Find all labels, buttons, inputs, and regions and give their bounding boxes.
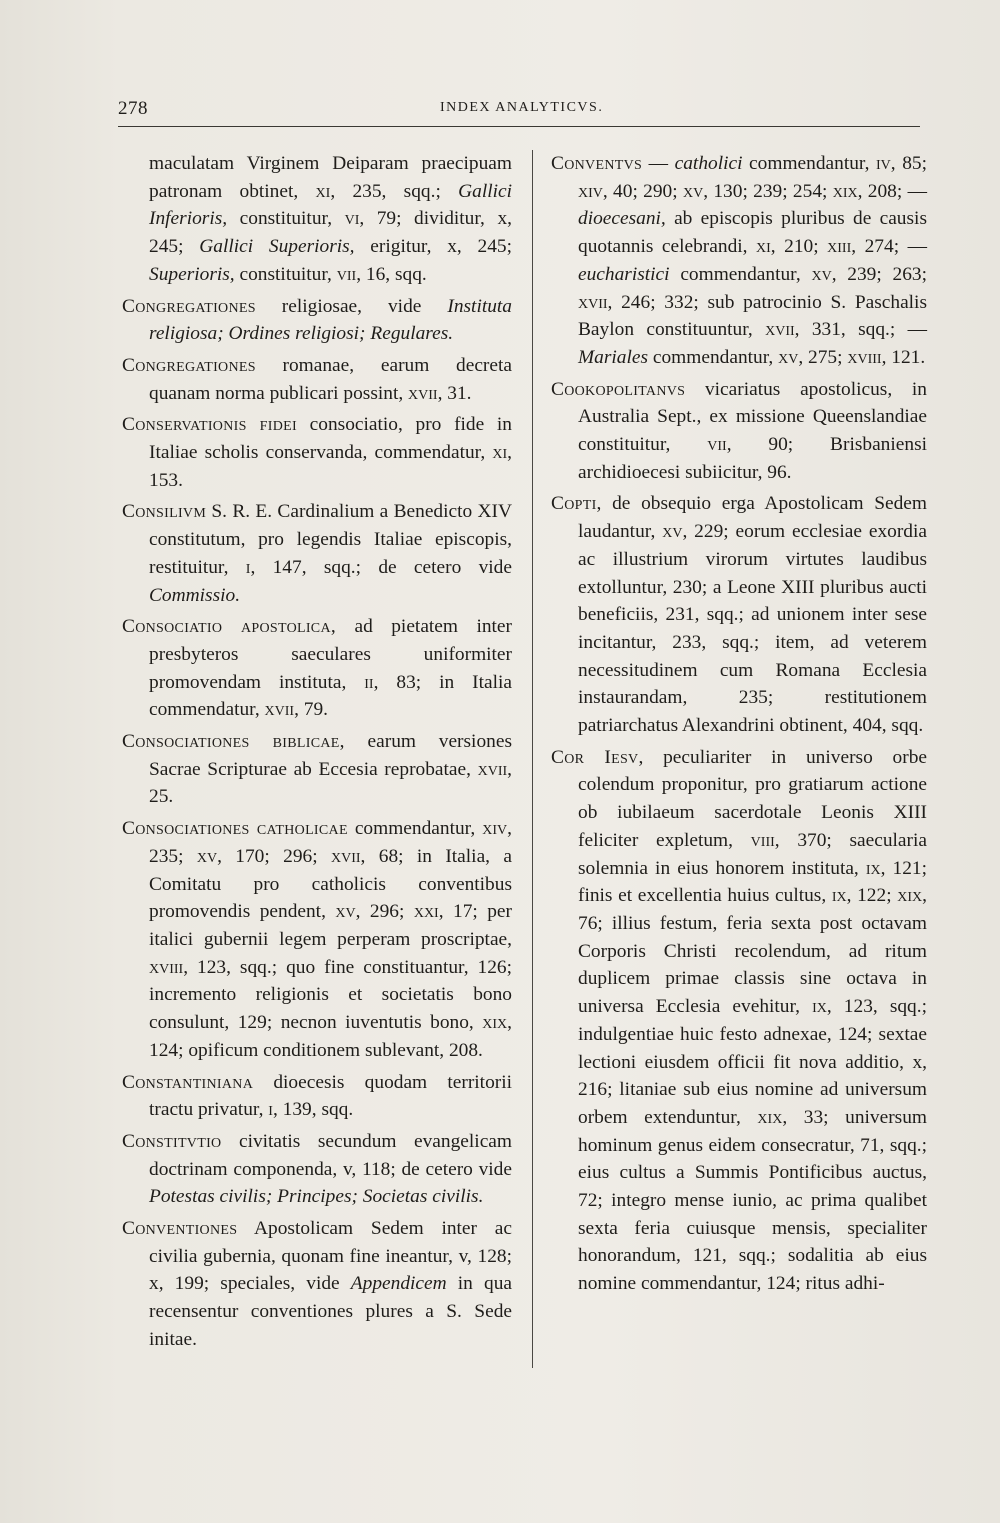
index-entry-conventus: Conventvs — catholici commendantur, iv, 85; xiv, 40; 290; xv, 130; 239; 254; xix, 208; — dioecesani, ab episcopis pluribus de causis quotannis celebrandi, xi, 210; xiii, 274; — eucharistici commendantur, xv, 239; 263; xvii, 246; 332; sub patrocinio S. Paschalis Baylon constituuntur, xvii, 331, sqq.; — Mariales commendantur, xv, 275; xviii, 121. <box>551 153 927 368</box>
index-entry-congregationes-religiosae: Congregationes religiosae, vide Instituta religiosa; Ordines religiosi; Regulares. <box>122 295 512 345</box>
page-header <box>118 96 920 127</box>
entry-headword: Constitvtio <box>122 1130 222 1152</box>
page-number: 278 <box>118 98 148 119</box>
index-entry-continuation: maculatam Virginem Deiparam praecipuam patronam obtinet, xi, 235, sqq.; Gallici Inferioris, constituitur, vi, 79; dividitur, x, 245; Gallici Superioris, erigitur, x, 245; Superioris, constituitur, vii, 16, sqq. <box>149 153 513 285</box>
entry-headword: Consociatio apostolica, <box>122 616 337 638</box>
index-entry-consilium: Consilivm S. R. E. Cardinalium a Benedicto XIV constitutum, pro legendis Italiae episcopis, restituitur, i, 147, sqq.; de cetero vide Commissio. <box>122 501 512 606</box>
index-entry-congregationes-romanae: Congregationes romanae, earum decreta quanam norma publicari possint, xvii, 31. <box>122 354 512 404</box>
index-entry-cookopolitanus: Cookopolitanvs vicariatus apostolicus, in Australia Sept., ex missione Queenslandiae constituitur, vii, 90; Brisbaniensi archidioecesi subiicitur, 96. <box>551 378 927 483</box>
entry-headword: Congregationes <box>122 295 256 317</box>
index-entry-conservationis-fidei: Conservationis fidei consociatio, pro fide in Italiae scholis conservanda, commendatur, xi, 153. <box>122 414 512 491</box>
entry-headword: Cor Iesv <box>551 746 639 768</box>
entry-headword: Cookopolitanvs <box>551 378 686 400</box>
entry-headword: Copti <box>551 493 597 515</box>
entry-headword: Congregationes <box>122 354 256 376</box>
entry-headword: Conservationis fidei <box>122 414 297 436</box>
index-entry-consociationes-biblicae: Consociationes biblicae, earum versiones Sacrae Scripturae ab Eccesia reprobatae, xvii, 25. <box>122 731 512 808</box>
index-entry-conventiones: Conventiones Apostolicam Sedem inter ac civilia gubernia, quonam fine ineantur, v, 128; x, 199; speciales, vide Appendicem in qua recensentur conventiones plures a S. Sede initae. <box>122 1218 512 1350</box>
index-entry-constantiniana: Constantiniana dioecesis quodam territorii tractu privatur, i, 139, sqq. <box>122 1071 512 1121</box>
entry-headword: Conventvs <box>551 153 643 174</box>
entry-headword: Consilivm <box>122 501 207 523</box>
left-column <box>122 150 512 1358</box>
entry-headword: Conventiones <box>122 1218 238 1240</box>
index-entry-cor-iesu: Cor Iesv, peculiariter in universo orbe colendum proponitur, pro gratiarum actione ob iubilaeum sacerdotale Leonis XIII feliciter expletum, viii, 370; saecularia solemnia in eius honorem instituta, ix, 121; finis et excellentia huius cultus, ix, 122; xix, 76; illius festum, feria sexta post octavam Corporis Christi recolendum, ad ritum duplicem primae classis sine octava in universa Ecclesia evehitur, ix, 123, sqq.; indulgentiae huic festo adnexae, 124; sextae lectioni eiusdem officii fit nova additio, x, 216; litaniae sub eius nomine ad universum orbem extenduntur, xix, 33; universum hominum genus eidem consecratur, 71, sqq.; eius cultus a Summis Pontificibus auctus, 72; integro mense iunio, ac prima qualibet sexta feria cuiusque mensis, specialiter honorandum, 121, sqq.; sodalitia ab eius nomine commendantur, 124; ritus adhi- <box>551 746 927 1295</box>
index-entry-consociatio-apostolica: Consociatio apostolica, ad pietatem inter presbyteros saeculares uniformiter promovendam instituta, ii, 83; in Italia commendatur, xvii, 79. <box>122 616 512 721</box>
right-column <box>551 150 927 1302</box>
index-entry-copti: Copti, de obsequio erga Apostolicam Sedem laudantur, xv, 229; eorum ecclesiae exordia ac illustrium virorum virtutes laudibus extolluntur, 230; a Leone XIII pluribus aucti beneficiis, 231, sqq.; ad unionem inter sese incitantur, 233, sqq.; item, ad veterem necessitudinem cum Romana Ecclesia instaurandam, 235; restitutionem patriarchatus Alexandrini obtinent, 404, sqq. <box>551 493 927 737</box>
entry-headword: Constantiniana <box>122 1071 254 1093</box>
entry-headword: Consociationes biblicae, <box>122 731 345 753</box>
index-entry-constitutio: Constitvtio civitatis secundum evangelicam doctrinam componenda, v, 118; de cetero vide Potestas civilis; Principes; Societas civilis. <box>122 1130 512 1208</box>
running-title: INDEX ANALYTICVS. <box>440 100 604 115</box>
column-divider <box>532 150 533 1368</box>
entry-headword: Consociationes catholicae <box>122 818 348 840</box>
index-entry-consociationes-catholicae: Consociationes catholicae commendantur, xiv, 235; xv, 170; 296; xvii, 68; in Italia, a Comitatu pro catholicis conventibus promovendis pendent, xv, 296; xxi, 17; per italici gubernii legem perperam proscriptae, xviii, 123, sqq.; quo fine constituantur, 126; incremento religionis et societatis bono consulunt, 129; necnon iuventutis bono, xix, 124; opificum conditionem sublevant, 208. <box>122 818 512 1061</box>
